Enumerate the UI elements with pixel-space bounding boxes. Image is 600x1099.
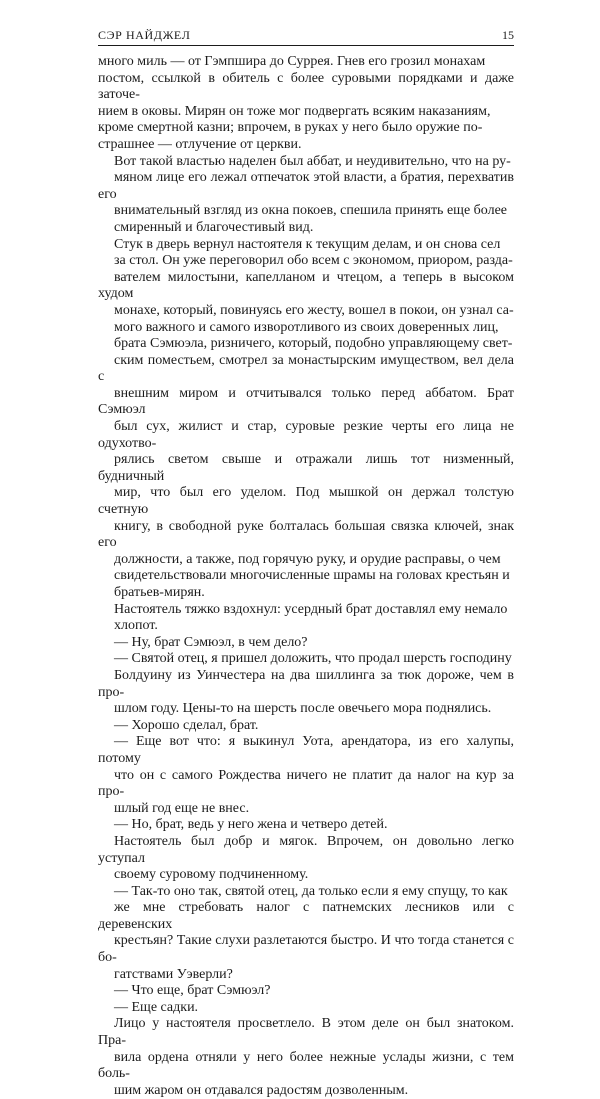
text-line: Стук в дверь вернул настоятеля к текущим делам, и он снова сел [114,236,501,252]
paragraph [98,635,514,652]
text-line: братьев-мирян. [114,585,205,600]
text-line: был сух, жилист и стар, суровые резкие черты его лица не одухотво- [98,419,514,451]
text-line: монахе, который, повинуясь его жесту, вошел в покои, он узнал са- [114,302,514,318]
text-line: Лицо у настоятеля просветлело. В этом деле он был знатоком. Пра- [98,1016,514,1049]
text-line: много миль — от Гэмпшира до Суррея. Гнев его грозил монахам [98,54,486,69]
text-line: мяном лице его лежал отпечаток этой власти, а братия, перехватив его [98,170,514,202]
text-line: внимательный взгляд из окна покоев, спешила принять еще более [114,203,508,219]
text-line: — Но, брат, ведь у него жена и четверо детей. [114,817,388,833]
text-line: нием в оковы. Мирян он тоже мог подвергать всяким наказаниям, [98,103,491,119]
paragraph [98,154,514,237]
text-line: — Святой отец, я пришел доложить, что продал шерсть господину [114,651,512,667]
text-line: — Ну, брат Сэмюэл, в чем дело? [114,634,308,650]
text-line: шим жаром он отдавался радостям дозволенным. [114,1082,409,1098]
text-line: страшнее — отлучение от церкви. [98,136,302,152]
header-rule [98,45,514,46]
running-title: СЭР НАЙДЖЕЛ [98,28,191,42]
text-line: книгу, в свободной руке болталась большая связка ключей, знак его [98,518,514,551]
text-line: постом, ссылкой в обитель с более суровыми порядками и даже заточе- [98,70,514,103]
paragraph [98,602,514,635]
text-line: кроме смертной казни; впрочем, в руках у него было оружие по- [98,120,483,136]
paragraph [98,1016,514,1099]
text-line: смиренный и благочестивый вид. [114,219,314,235]
text-line: что он с самого Рождества ничего не платит да налог на кур за про- [98,767,514,800]
text-line: рялись светом свыше и отражали лишь тот низменный, будничный [98,452,514,484]
text-line: Болдуину из Уинчестера на два шиллинга за тюк дороже, чем в про- [98,667,514,700]
text-line: ским поместьем, смотрел за монастырским имуществом, вел дела с [98,352,514,385]
paragraph [98,54,514,154]
text-line: за стол. Он уже переговорил обо всем с экономом, приором, разда- [114,253,513,269]
text-line: Настоятель тяжко вздохнул: усердный брат доставлял ему немало [114,601,508,617]
text-line: шлый год еще не внес. [114,800,250,816]
text-line: — Хорошо сделал, брат. [114,717,259,733]
text-line: мир, что был его уделом. Под мышкой он держал толстую счетную [98,485,514,518]
paragraph [98,884,514,984]
text-line: шлом году. Цены-то на шерсть после овечьего мора поднялись. [114,701,492,717]
paragraph [98,834,514,884]
paragraph [98,734,514,817]
text-line: — Так-то оно так, святой отец, да только если я ему спущу, то как [114,883,508,899]
body-text [98,54,514,1099]
text-line: должности, а также, под горячую руку, и орудие расправы, о чем [114,551,501,567]
text-line: — Еще вот что: я выкинул Уота, арендатора, из его халупы, потому [98,734,514,766]
text-line: же мне стребовать налог с патнемских лесников или с деревенских [98,900,514,932]
page-number: 15 [502,28,514,42]
text-line: Вот такой властью наделен был аббат, и неудивительно, что на ру- [114,153,511,169]
paragraph [98,983,514,1000]
paragraph [98,237,514,602]
text-line: мого важного и самого изворотливого из своих доверенных лиц, [114,319,499,335]
text-line: Настоятель был добр и мягок. Впрочем, он довольно легко уступал [98,833,514,866]
text-line: внешним миром и отчитывался только перед аббатом. Брат Сэмюэл [98,385,514,418]
text-line: вила ордена отняли у него более нежные услады жизни, с тем боль- [98,1049,514,1082]
text-line: своему суровому подчиненному. [114,867,309,883]
text-line: свидетельствовали многочисленные шрамы на головах крестьян и [114,568,510,584]
text-line: — Что еще, брат Сэмюэл? [114,983,271,999]
paragraph [98,1000,514,1017]
running-header [98,28,514,48]
paragraph [98,817,514,834]
text-line: крестьян? Такие слухи разлетаются быстро. И что тогда станется с бо- [98,933,514,966]
text-line: хлопот. [114,618,158,634]
paragraph [98,718,514,735]
text-line: — Еще садки. [114,999,199,1015]
text-line: брата Сэмюэла, ризничего, который, подобно управляющему свет- [114,336,513,352]
paragraph [98,651,514,717]
text-line: вателем милостыни, капелланом и чтецом, а теперь в высоком худом [98,269,514,302]
text-line: гатствами Уэверли? [114,966,233,982]
